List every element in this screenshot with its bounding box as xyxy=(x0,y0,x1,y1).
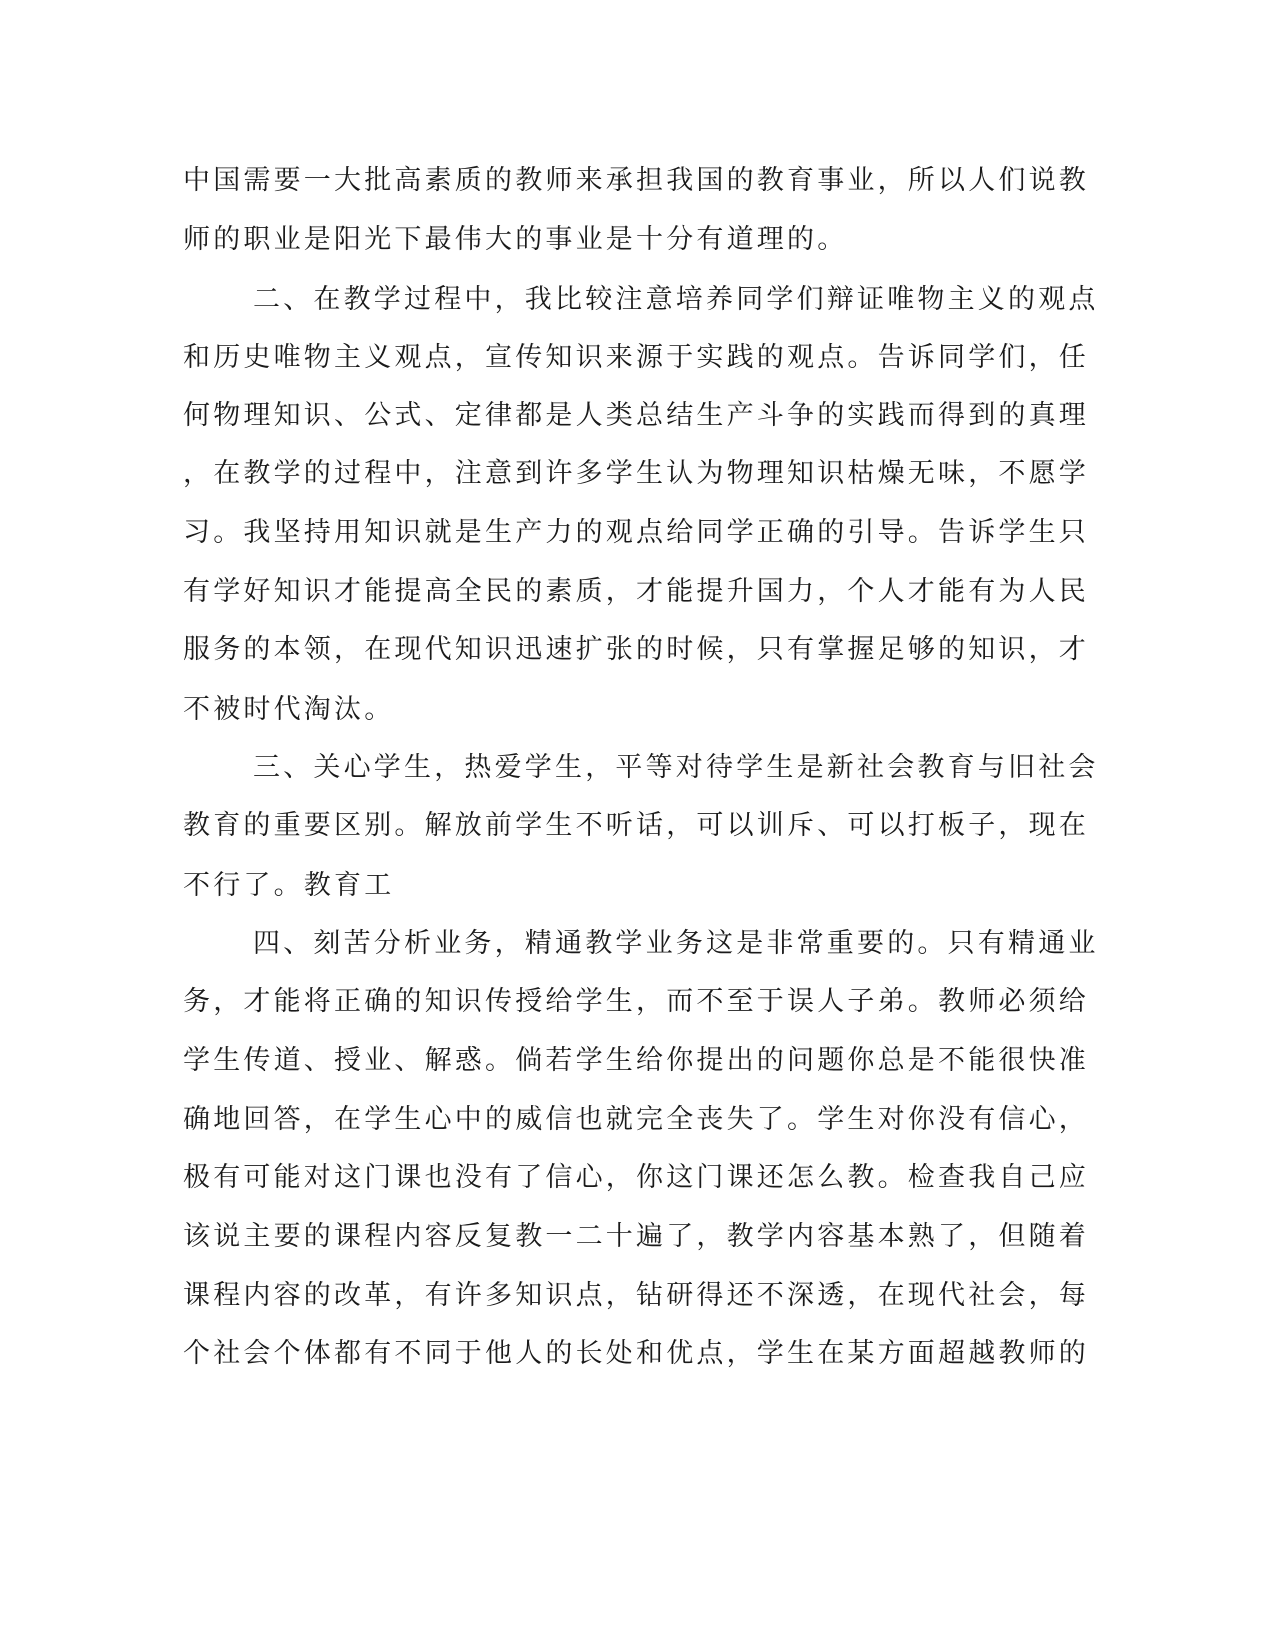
text-line: 务，才能将正确的知识传授给学生，而不至于误人子弟。教师必须给 xyxy=(183,986,1089,1017)
paragraph-3-first-line: 三、关心学生，热爱学生，平等对待学生是新社会教育与旧社会 xyxy=(253,752,1099,783)
text-line: 服务的本领，在现代知识迅速扩张的时候，只有掌握足够的知识，才 xyxy=(183,634,1089,665)
text-line: 不被时代淘汰。 xyxy=(183,694,395,725)
text-line: 不行了。教育工 xyxy=(183,870,395,901)
text-line: 学生传道、授业、解惑。倘若学生给你提出的问题你总是不能很快准 xyxy=(183,1045,1089,1076)
text-line: 教育的重要区别。解放前学生不听话，可以训斥、可以打板子，现在 xyxy=(183,810,1089,841)
text-line: 习。我坚持用知识就是生产力的观点给同学正确的引导。告诉学生只 xyxy=(183,517,1089,548)
text-line: 中国需要一大批高素质的教师来承担我国的教育事业，所以人们说教 xyxy=(183,165,1089,196)
text-line: 和历史唯物主义观点，宣传知识来源于实践的观点。告诉同学们，任 xyxy=(183,342,1089,373)
paragraph-2-first-line: 二、在教学过程中，我比较注意培养同学们辩证唯物主义的观点 xyxy=(253,284,1099,315)
text-line: 有学好知识才能提高全民的素质，才能提升国力，个人才能有为人民 xyxy=(183,576,1089,607)
text-line: 该说主要的课程内容反复教一二十遍了，教学内容基本熟了，但随着 xyxy=(183,1221,1089,1252)
text-line: 个社会个体都有不同于他人的长处和优点，学生在某方面超越教师的 xyxy=(183,1338,1089,1369)
paragraph-4-first-line: 四、刻苦分析业务，精通教学业务这是非常重要的。只有精通业 xyxy=(253,928,1099,959)
text-line: 课程内容的改革，有许多知识点，钻研得还不深透，在现代社会，每 xyxy=(183,1280,1089,1311)
text-line: 何物理知识、公式、定律都是人类总结生产斗争的实践而得到的真理 xyxy=(183,400,1089,431)
text-line: 确地回答，在学生心中的威信也就完全丧失了。学生对你没有信心， xyxy=(183,1104,1089,1135)
text-line: 极有可能对这门课也没有了信心，你这门课还怎么教。检查我自己应 xyxy=(183,1162,1089,1193)
text-line: ，在教学的过程中，注意到许多学生认为物理知识枯燥无味，不愿学 xyxy=(183,458,1089,489)
text-line: 师的职业是阳光下最伟大的事业是十分有道理的。 xyxy=(183,224,848,255)
